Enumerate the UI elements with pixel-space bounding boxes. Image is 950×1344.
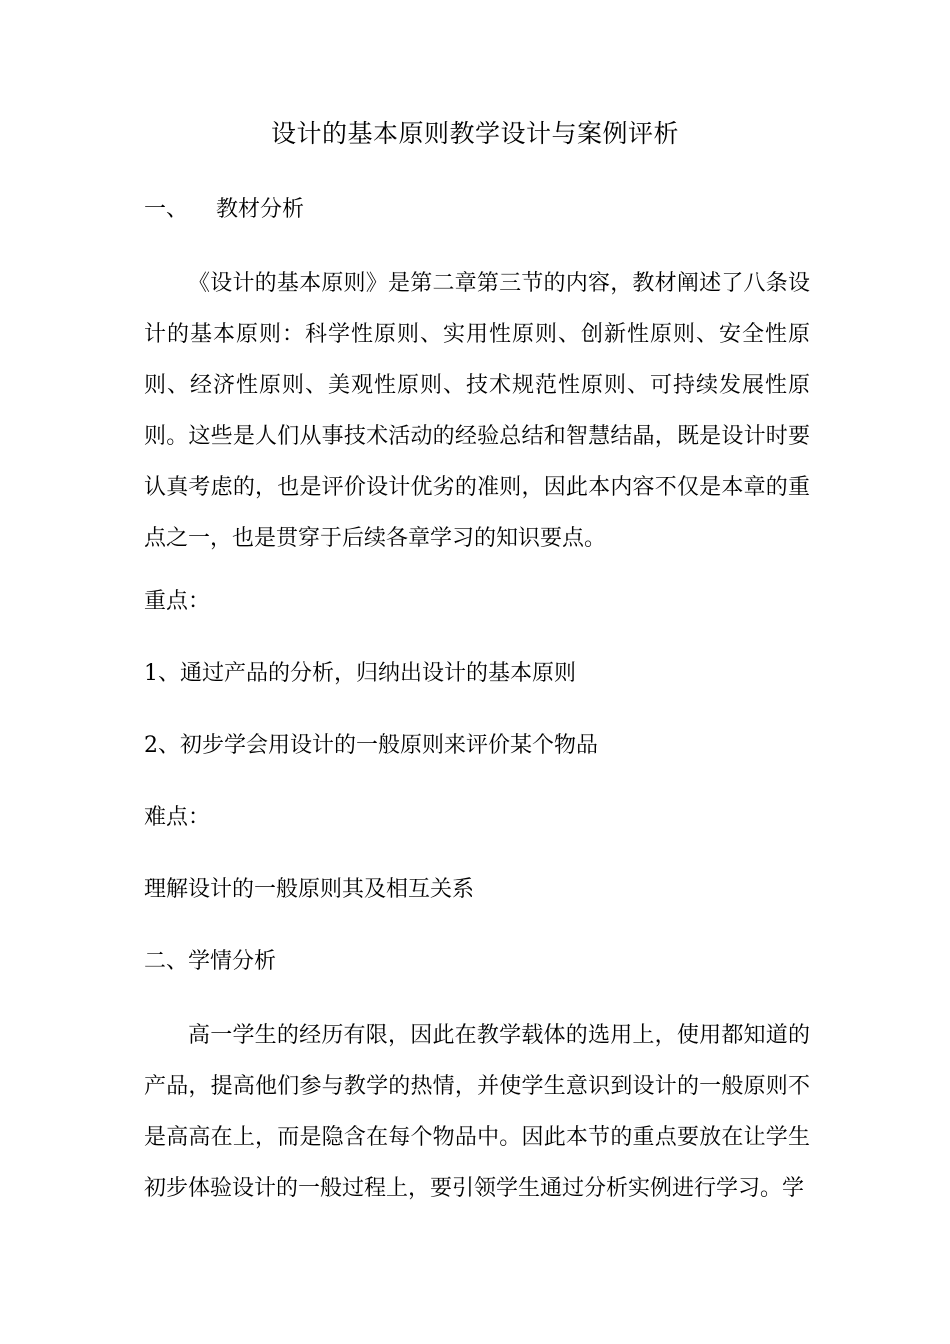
learner-analysis-paragraph: 高一学生的经历有限，因此在教学载体的选用上，使用都知道的产品，提高他们参与教学的热情，并使学生意识到设计的一般原则不是高高在上，而是隐含在每个物品中。因此本节的重点要放在让学生初步体验设计的一般过程上，要引领学生通过分析实例进行学习。学 bbox=[144, 1023, 810, 1201]
document-title: 设计的基本原则教学设计与案例评析 bbox=[270, 119, 679, 148]
section-heading-learner-analysis: 二、学情分析 bbox=[144, 949, 277, 974]
key-points-label: 重点： bbox=[144, 589, 211, 614]
section-number: 一、 bbox=[144, 197, 189, 222]
key-point-item: 1、通过产品的分析，归纳出设计的基本原则 bbox=[144, 661, 576, 686]
section-heading-textbook-analysis bbox=[144, 194, 304, 226]
textbook-analysis-paragraph: 《设计的基本原则》是第二章第三节的内容，教材阐述了八条设计的基本原则：科学性原则、实用性原则、创新性原则、安全性原则、经济性原则、美观性原则、技术规范性原则、可持续发展性原则。这些是人们从事技术活动的经验总结和智慧结晶，既是设计时要认真考虑的，也是评价设计优劣的准则，因此本内容不仅是本章的重点之一，也是贯穿于后续各章学习的知识要点。 bbox=[144, 271, 810, 551]
key-point-item: 2、初步学会用设计的一般原则来评价某个物品 bbox=[144, 733, 598, 758]
section-title: 教材分析 bbox=[216, 197, 305, 222]
difficulty-label: 难点： bbox=[144, 805, 211, 830]
difficulty-item: 理解设计的一般原则其及相互关系 bbox=[144, 877, 475, 902]
